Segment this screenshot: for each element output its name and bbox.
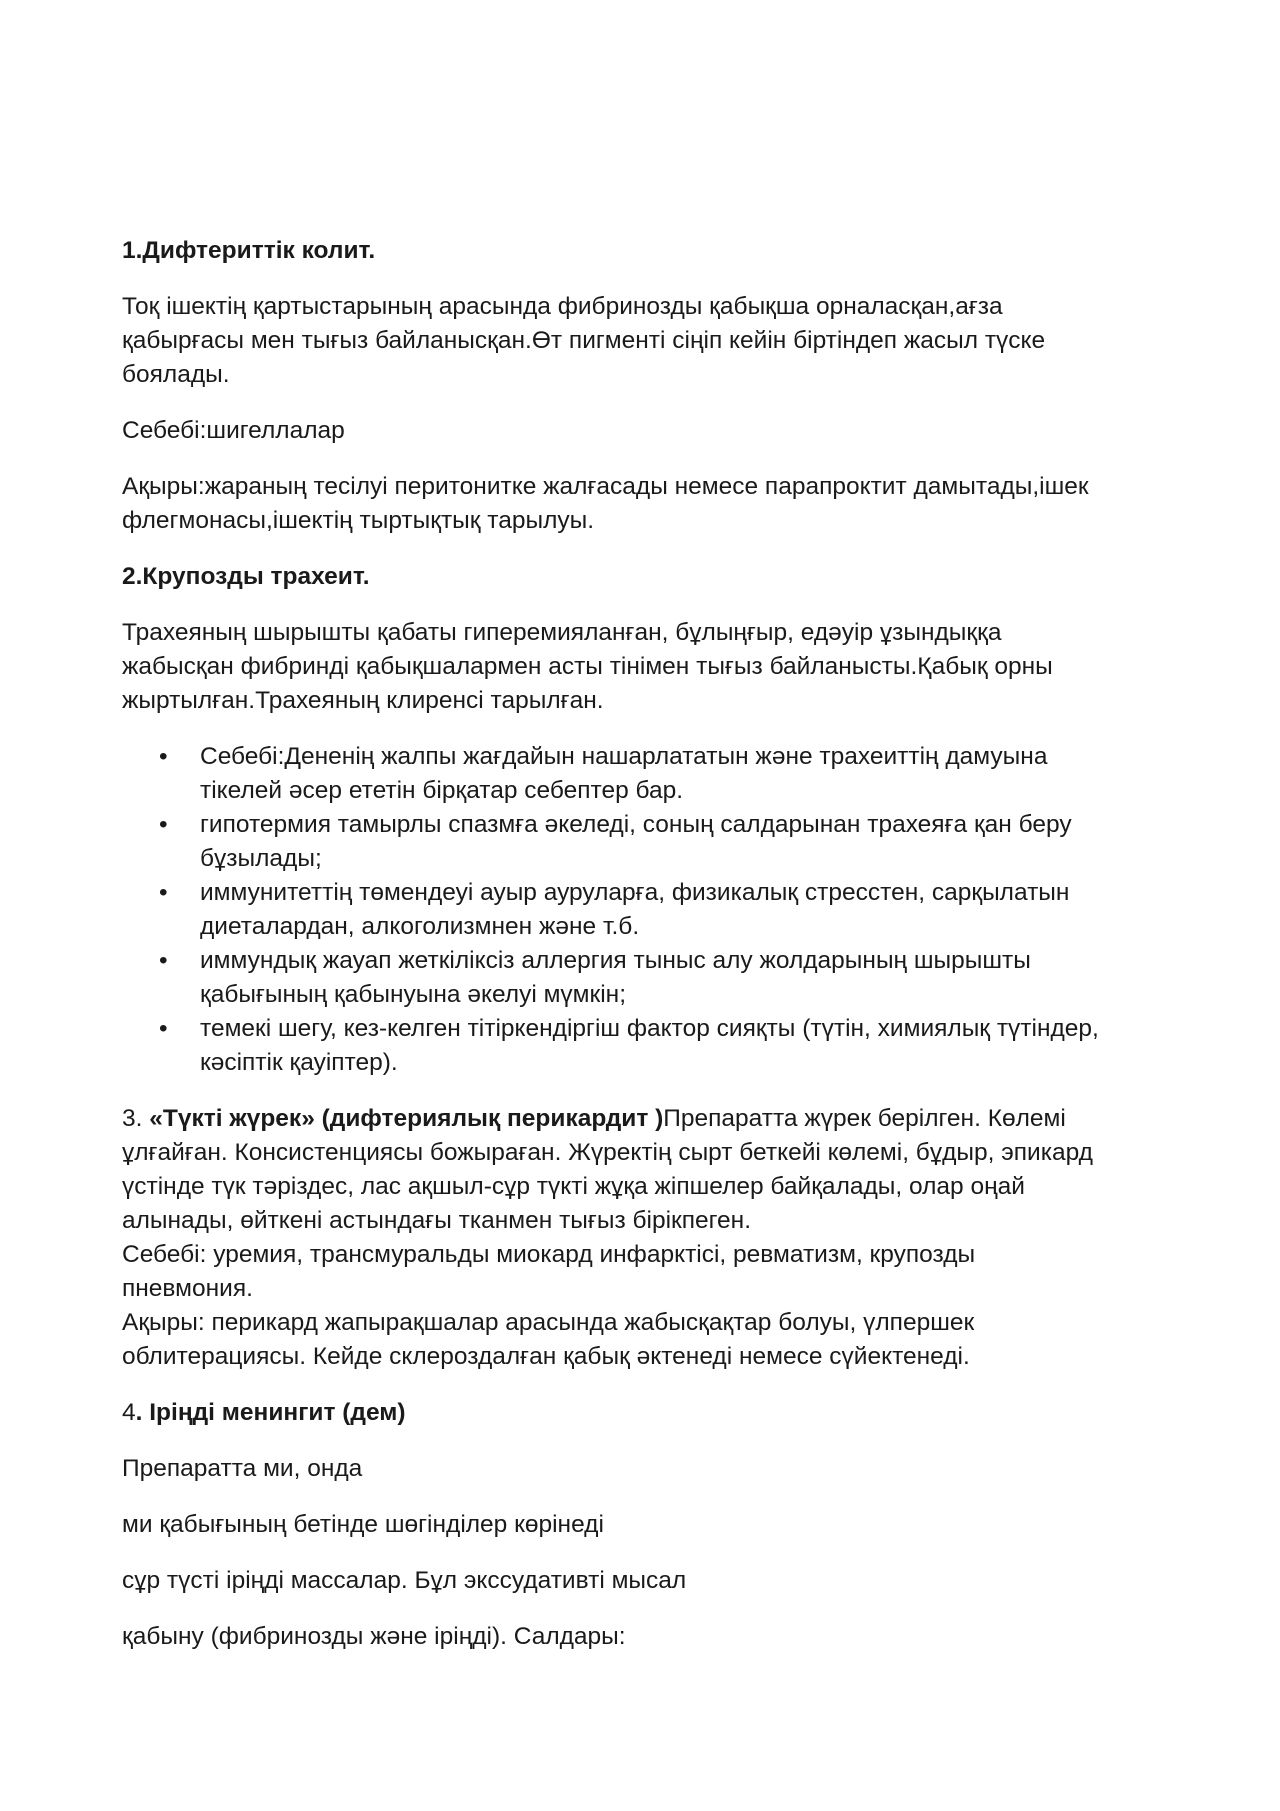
section-1-outcome bbox=[122, 470, 1172, 538]
bullet-icon: • bbox=[159, 743, 168, 770]
text-line: флегмонасы,ішектің тыртықтық тарылуы. bbox=[122, 507, 595, 534]
section-4-line: Препаратта ми, онда bbox=[122, 1455, 363, 1482]
section-2-paragraph bbox=[122, 616, 1172, 718]
text-line: иммунитеттің төмендеуі ауыр ауруларға, физикалық стресстен, сарқылатын bbox=[200, 879, 1070, 906]
section-1-heading: 1.Дифтериттік колит. bbox=[122, 237, 376, 264]
bullet-icon: • bbox=[159, 947, 168, 974]
text-line: облитерациясы. Кейде склероздалған қабық әктенеді немесе сүйектенеді. bbox=[122, 1343, 970, 1370]
text-line: Себебі:Дененің жалпы жағдайын нашарлататын және трахеиттің дамуына bbox=[200, 743, 1048, 770]
section-4-line: қабыну (фибринозды және іріңді). Салдары: bbox=[122, 1623, 626, 1650]
text-line: Себебі: уремия, трансмуральды миокард инфарктісі, ревматизм, крупозды bbox=[122, 1241, 976, 1268]
section-4-line: ми қабығының бетінде шөгінділер көрінеді bbox=[122, 1511, 604, 1538]
list-item bbox=[122, 1012, 1172, 1080]
text-line: Препаратта жүрек берілген. Көлемі bbox=[663, 1105, 1066, 1132]
text-line: темекі шегу, кез-келген тітіркендіргіш фактор сияқты (түтін, химиялық түтіндер, bbox=[200, 1015, 1099, 1042]
text-line: ұлғайған. Консистенциясы божыраған. Жүректің сырт беткейі көлемі, бұдыр, эпикард bbox=[122, 1139, 1093, 1166]
text-line: жыртылған.Трахеяның клиренсі тарылған. bbox=[122, 687, 604, 714]
section-3-heading: «Түкті жүрек» (дифтериялық перикардит ) bbox=[149, 1105, 664, 1132]
list-item bbox=[122, 944, 1172, 1012]
bullet-icon: • bbox=[159, 1015, 168, 1042]
text-line: гипотермия тамырлы спазмға әкеледі, соның салдарынан трахеяға қан беру bbox=[200, 811, 1072, 838]
text-line: жабысқан фибринді қабықшалармен асты тінімен тығыз байланысты.Қабық орны bbox=[122, 653, 1053, 680]
text-line: алынады, өйткені астындағы тканмен тығыз бірікпеген. bbox=[122, 1207, 752, 1234]
section-4-number: 4 bbox=[122, 1399, 136, 1426]
text-line: қабығының қабынуына әкелуі мүмкін; bbox=[200, 981, 627, 1008]
bullet-icon: • bbox=[159, 811, 168, 838]
document-page bbox=[122, 234, 1172, 1654]
section-3-paragraph bbox=[122, 1102, 1172, 1374]
text-line: кәсіптік қауіптер). bbox=[200, 1049, 398, 1076]
section-4-heading: . Іріңді менингит (дем) bbox=[135, 1399, 406, 1426]
text-line: Ақыры: перикард жапырақшалар арасында жабысқақтар болуы, үлпершек bbox=[122, 1309, 975, 1336]
text-line: Тоқ ішектің қартыстарының арасында фибринозды қабықша орналасқан,ағза bbox=[122, 293, 1003, 320]
section-1-paragraph bbox=[122, 290, 1172, 392]
text-line: Ақыры:жараның тесілуі перитонитке жалғасады немесе парапроктит дамытады,ішек bbox=[122, 473, 1089, 500]
text-line: диеталардан, алкоголизмнен және т.б. bbox=[200, 913, 640, 940]
text-line: боялады. bbox=[122, 361, 230, 388]
list-item bbox=[122, 808, 1172, 876]
section-4-heading-line bbox=[122, 1396, 1172, 1430]
text-line: бұзылады; bbox=[200, 845, 322, 872]
text-line: иммундық жауап жеткіліксіз аллергия тыныс алу жолдарының шырышты bbox=[200, 947, 1031, 974]
list-item bbox=[122, 876, 1172, 944]
section-3-number: 3. bbox=[122, 1105, 150, 1132]
section-4-line: сұр түсті іріңді массалар. Бұл экссудативті мысал bbox=[122, 1567, 687, 1594]
bullet-icon: • bbox=[159, 879, 168, 906]
section-2-heading: 2.Крупозды трахеит. bbox=[122, 563, 370, 590]
text-line: үстінде түк тәріздес, лас ақшыл-сұр түкті жұқа жіпшелер байқалады, олар оңай bbox=[122, 1173, 1025, 1200]
section-1-cause: Себебі:шигеллалар bbox=[122, 417, 345, 444]
text-line: қабырғасы мен тығыз байланысқан.Өт пигменті сіңіп кейін біртіндеп жасыл түске bbox=[122, 327, 1046, 354]
section-2-bullet-list bbox=[122, 740, 1172, 1080]
text-line: Трахеяның шырышты қабаты гиперемияланған, бұлыңғыр, едәуір ұзындыққа bbox=[122, 619, 1002, 646]
text-line: пневмония. bbox=[122, 1275, 253, 1302]
list-item bbox=[122, 740, 1172, 808]
text-line: тікелей әсер ететін бірқатар себептер бар. bbox=[200, 777, 684, 804]
